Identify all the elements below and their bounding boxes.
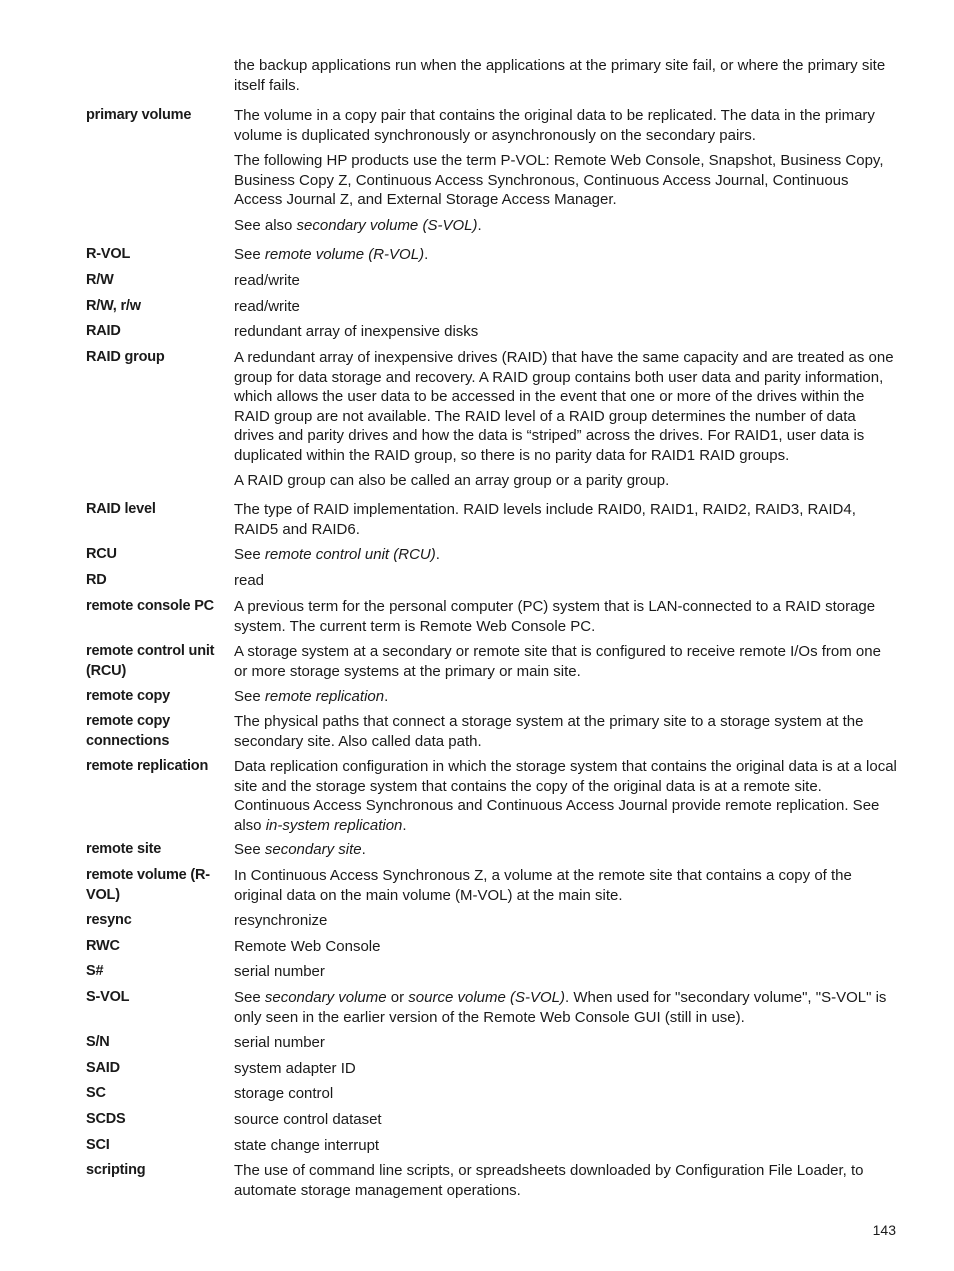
definition-text: read bbox=[234, 572, 265, 589]
definition-text: source control dataset bbox=[234, 1111, 382, 1128]
definition-text: the backup applications run when the applications at the primary site fail, or where the primary site itself fails. bbox=[234, 57, 886, 94]
definition-paragraph bbox=[234, 988, 898, 1027]
definition-text: storage control bbox=[234, 1085, 334, 1102]
glossary-definition bbox=[234, 1059, 898, 1079]
definition-paragraph bbox=[234, 500, 898, 539]
glossary-term: S-VOL bbox=[86, 989, 130, 1005]
definition-text: The following HP products use the term P-VOL: Remote Web Console, Snapshot, Business Copy, Business Copy Z, Continuous Access Synchronous, Continuous Access Journal, Continuous Access Journal Z, and External Storage Access Manager. bbox=[234, 152, 884, 208]
definition-text: serial number bbox=[234, 963, 325, 980]
definition-paragraph bbox=[234, 597, 898, 636]
definition-text: system adapter ID bbox=[234, 1060, 356, 1077]
cross-reference: source volume (S-VOL) bbox=[408, 989, 565, 1006]
cross-reference: secondary volume (S-VOL) bbox=[296, 216, 478, 234]
definition-text: See bbox=[234, 688, 265, 705]
glossary-term: SCDS bbox=[86, 1111, 126, 1127]
definition-paragraph bbox=[234, 687, 898, 707]
glossary-definition bbox=[234, 712, 898, 751]
definition-text: Data replication configuration in which the storage system that contains the original data is at a local site and the storage system that contains the copy of the original data is at a remote site. Continuous Access Synchronous and Continuous Access Journal provide remote replication. See also bbox=[234, 758, 897, 834]
definition-text: . bbox=[402, 816, 407, 834]
definition-paragraph bbox=[234, 866, 898, 905]
definition-paragraph bbox=[234, 106, 898, 145]
definition-text: A storage system at a secondary or remote site that is configured to receive remote I/Os from one or more storage systems at the primary or main site. bbox=[234, 643, 881, 680]
definition-text: See bbox=[234, 841, 265, 858]
definition-text: See bbox=[234, 989, 265, 1006]
definition-text: In Continuous Access Synchronous Z, a volume at the remote site that contains a copy of the original data on the main volume (M-VOL) at the main site. bbox=[234, 867, 852, 904]
definition-text: read/write bbox=[234, 298, 300, 315]
glossary-definition bbox=[234, 348, 898, 491]
definition-paragraph bbox=[234, 545, 898, 565]
glossary-definition bbox=[234, 962, 898, 982]
definition-paragraph bbox=[234, 1059, 898, 1079]
glossary-term: S# bbox=[86, 963, 104, 979]
glossary-term: scripting bbox=[86, 1162, 146, 1178]
glossary-definition bbox=[234, 687, 898, 707]
definition-text: serial number bbox=[234, 1034, 325, 1051]
glossary-term: remote copy connections bbox=[86, 713, 171, 749]
definition-paragraph bbox=[234, 757, 898, 835]
definition-text: The type of RAID implementation. RAID levels include RAID0, RAID1, RAID2, RAID3, RAID4, RAID5 and RAID6. bbox=[234, 501, 856, 538]
definition-text: . bbox=[361, 841, 366, 858]
definition-paragraph bbox=[234, 471, 898, 491]
definition-paragraph bbox=[234, 297, 898, 317]
glossary-term: RAID bbox=[86, 323, 121, 339]
definition-text: The physical paths that connect a storage system at the primary site to a storage system at the secondary site. Also called data path. bbox=[234, 713, 864, 750]
definition-paragraph bbox=[234, 571, 898, 591]
glossary-definition bbox=[234, 642, 898, 681]
glossary-term: R-VOL bbox=[86, 246, 131, 262]
glossary-term: R/W bbox=[86, 272, 114, 288]
definition-text: See also bbox=[234, 216, 297, 234]
glossary-definition bbox=[234, 571, 898, 591]
definition-paragraph bbox=[234, 56, 898, 95]
definition-text: A previous term for the personal computer (PC) system that is LAN-connected to a RAID storage system. The current term is Remote Web Console PC. bbox=[234, 598, 876, 635]
glossary-definition bbox=[234, 1110, 898, 1130]
glossary-definition bbox=[234, 840, 898, 860]
glossary-definition bbox=[234, 988, 898, 1027]
definition-text: resynchronize bbox=[234, 912, 328, 929]
glossary-term: SCI bbox=[86, 1137, 110, 1153]
glossary-term: remote volume (R-VOL) bbox=[86, 867, 210, 903]
definition-paragraph bbox=[234, 937, 898, 957]
glossary-term: remote site bbox=[86, 841, 162, 857]
definition-text: A RAID group can also be called an array group or a parity group. bbox=[234, 472, 670, 489]
definition-text: . When used for "secondary volume", "S-VOL" is only seen in the earlier version of the Remote Web Console GUI (still in use). bbox=[234, 989, 887, 1026]
definition-paragraph bbox=[234, 348, 898, 465]
page-number: 143 bbox=[872, 1222, 896, 1238]
definition-paragraph bbox=[234, 216, 898, 236]
definition-paragraph bbox=[234, 151, 898, 210]
glossary-term: resync bbox=[86, 912, 132, 928]
glossary-term: RWC bbox=[86, 938, 120, 954]
glossary-term: SC bbox=[86, 1085, 106, 1101]
cross-reference: in-system replication bbox=[265, 816, 403, 834]
glossary-definition bbox=[234, 545, 898, 565]
definition-text: See bbox=[234, 246, 265, 263]
cross-reference: secondary site bbox=[264, 841, 362, 858]
glossary-term: RD bbox=[86, 572, 107, 588]
definition-paragraph bbox=[234, 1110, 898, 1130]
glossary-definition bbox=[234, 1033, 898, 1053]
definition-text: state change interrupt bbox=[234, 1137, 380, 1154]
definition-paragraph bbox=[234, 962, 898, 982]
cross-reference: remote replication bbox=[264, 688, 385, 705]
glossary-definition bbox=[234, 322, 898, 342]
glossary-term: RAID group bbox=[86, 349, 165, 365]
cross-reference: remote control unit (RCU) bbox=[264, 546, 436, 563]
glossary-definition bbox=[234, 1136, 898, 1156]
definition-text: . bbox=[384, 688, 389, 705]
glossary-term: remote replication bbox=[86, 758, 209, 774]
definition-paragraph bbox=[234, 1161, 898, 1200]
definition-paragraph bbox=[234, 271, 898, 291]
definition-text: A redundant array of inexpensive drives (RAID) that have the same capacity and are treated as one group for data storage and recovery. A RAID group contains both user data and parity information, which allows the user data to be accessed in the event that one or more of the drives within the RAID group are not available. The RAID level of a RAID group determines the number of data drives and parity drives and how the data is “striped” across the drives. For RAID1, user data is duplicated within the RAID group, so there is no parity data for RAID1 RAID groups. bbox=[234, 349, 894, 464]
definition-paragraph bbox=[234, 642, 898, 681]
definition-text: The volume in a copy pair that contains the original data to be replicated. The data in the primary volume is duplicated synchronously or asynchronously on the secondary pairs. bbox=[234, 107, 875, 144]
glossary-definition bbox=[234, 500, 898, 539]
glossary-definition bbox=[234, 597, 898, 636]
glossary-term: S/N bbox=[86, 1034, 110, 1050]
definition-text: read/write bbox=[234, 272, 300, 289]
glossary-definition bbox=[234, 937, 898, 957]
glossary-definition bbox=[234, 271, 898, 291]
definition-text: The use of command line scripts, or spreadsheets downloaded by Configuration File Loader, to automate storage management operations. bbox=[234, 1162, 864, 1199]
definition-paragraph bbox=[234, 245, 898, 265]
definition-paragraph bbox=[234, 840, 898, 860]
glossary-definition bbox=[234, 757, 898, 835]
glossary-term: remote control unit (RCU) bbox=[86, 643, 215, 679]
definition-paragraph bbox=[234, 1033, 898, 1053]
definition-paragraph bbox=[234, 322, 898, 342]
cross-reference: remote volume (R-VOL) bbox=[264, 246, 425, 263]
glossary-term: primary volume bbox=[86, 107, 192, 123]
glossary-term: remote copy bbox=[86, 688, 171, 704]
glossary-definition bbox=[234, 106, 898, 235]
glossary-term: SAID bbox=[86, 1060, 120, 1076]
definition-paragraph bbox=[234, 1136, 898, 1156]
glossary-definition bbox=[234, 245, 898, 265]
definition-text: or bbox=[386, 989, 409, 1006]
glossary-definition bbox=[234, 1161, 898, 1200]
definition-paragraph bbox=[234, 712, 898, 751]
glossary-definition bbox=[234, 866, 898, 905]
definition-text: . bbox=[435, 546, 440, 563]
glossary-term: R/W, r/w bbox=[86, 298, 141, 314]
definition-text: See bbox=[234, 546, 265, 563]
glossary-definition bbox=[234, 56, 898, 95]
glossary-definition bbox=[234, 1084, 898, 1104]
definition-text: Remote Web Console bbox=[234, 938, 381, 955]
definition-text: . bbox=[477, 216, 482, 234]
glossary-term: RAID level bbox=[86, 501, 156, 517]
definition-paragraph bbox=[234, 911, 898, 931]
definition-text: redundant array of inexpensive disks bbox=[234, 323, 479, 340]
glossary-term: remote console PC bbox=[86, 598, 214, 614]
definition-paragraph bbox=[234, 1084, 898, 1104]
glossary-definition bbox=[234, 911, 898, 931]
cross-reference: secondary volume bbox=[264, 989, 387, 1006]
definition-text: . bbox=[424, 246, 429, 263]
glossary-definition bbox=[234, 297, 898, 317]
glossary-term: RCU bbox=[86, 546, 117, 562]
